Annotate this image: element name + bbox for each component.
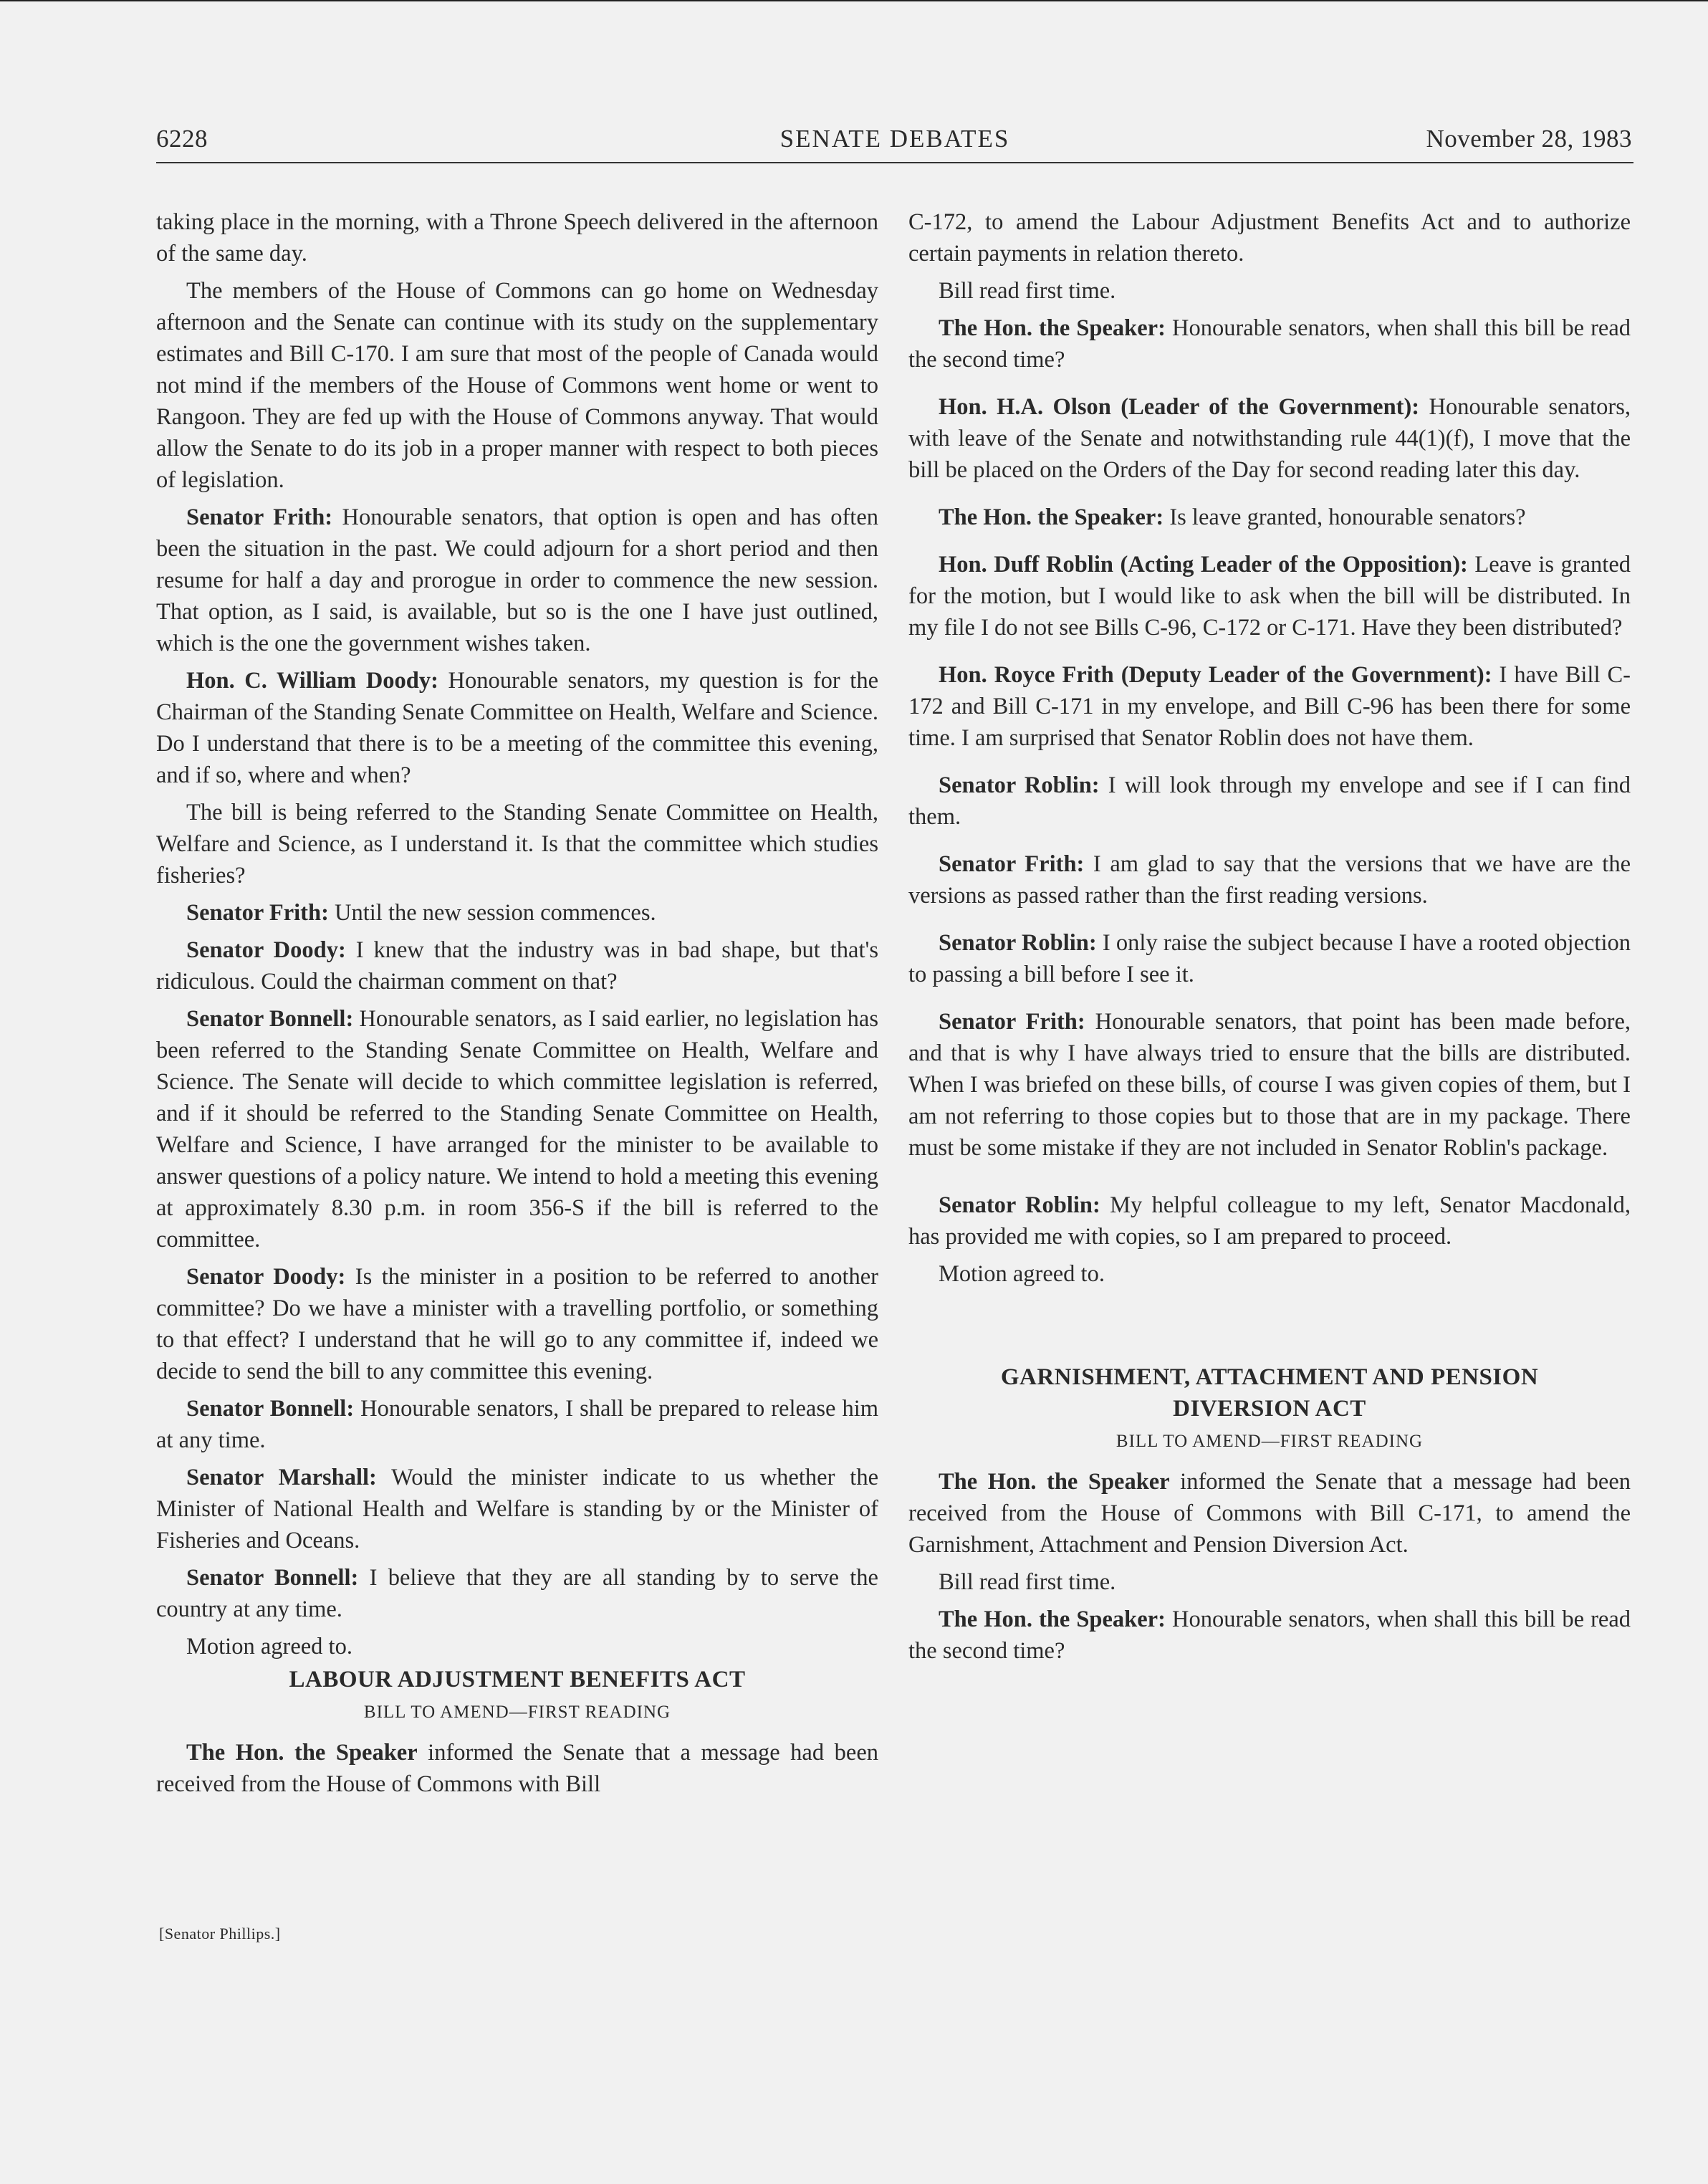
paragraph: taking place in the morning, with a Throne Speech delivered in the afternoon of the same day.	[156, 209, 878, 267]
speech-text: Leave is granted for the motion, but I would like to ask when the bill will be distributed. In my file I do not see Bills C-96, C-172 or C-171. Have they been distributed?	[908, 552, 1631, 641]
speech-text: Honourable senators, I shall be prepared to release him at any time.	[156, 1396, 879, 1453]
speech-text: I believe that they are all standing by to serve the country at any time.	[156, 1565, 878, 1622]
speech-paragraph	[908, 927, 1631, 990]
speech-text: informed the Senate that a message had been received from the House of Commons with Bill C-171, to amend the Garnishment, Attachment and Pension Diversion Act.	[908, 1469, 1631, 1558]
speaker-name: The Hon. the Speaker:	[939, 315, 1166, 341]
speaker-name: The Hon. the Speaker:	[939, 504, 1164, 530]
speech-text: Honourable senators, with leave of the Senate and notwithstanding rule 44(1)(f), I move that the bill be placed on the Orders of the Day for second reading later this day.	[908, 394, 1631, 483]
speech-text: I am glad to say that the versions that we have are the versions as passed rather than the first reading versions.	[908, 851, 1631, 909]
speech-paragraph	[908, 770, 1631, 833]
speech-paragraph	[908, 659, 1631, 754]
section-heading: LABOUR ADJUSTMENT BENEFITS ACT	[289, 1667, 746, 1692]
speaker-name: The Hon. the Speaker	[186, 1740, 418, 1766]
speech-paragraph	[908, 1006, 1631, 1164]
publication-title: SENATE DEBATES	[779, 125, 1010, 153]
speaker-name: Hon. H.A. Olson (Leader of the Government):	[939, 394, 1420, 420]
speaker-name: Senator Frith:	[939, 1009, 1085, 1035]
speaker-name: Hon. C. William Doody:	[186, 668, 438, 694]
speaker-name: Senator Bonnell:	[186, 1006, 354, 1032]
speech-paragraph	[156, 1462, 878, 1556]
speech-paragraph	[156, 1562, 878, 1625]
left-column	[156, 206, 878, 1806]
speech-paragraph	[908, 1604, 1631, 1667]
speaker-name: Senator Frith:	[186, 900, 329, 926]
speech-paragraph	[156, 502, 878, 659]
speech-text: informed the Senate that a message had been received from the House of Commons with Bill	[156, 1740, 878, 1797]
speech-paragraph	[908, 502, 1631, 533]
speaker-name: Senator Roblin:	[939, 772, 1100, 798]
speech-text: Honourable senators, that option is open and has often been the situation in the past. We could adjourn for a short period and then resume for half a day and prorogue in order to commence the new session. That option, as I said, is available, but so is the one I have just outlined, which is the one the government wishes taken.	[156, 504, 879, 656]
speaker-name: The Hon. the Speaker	[939, 1469, 1170, 1495]
speech-text: Honourable senators, as I said earlier, no legislation has been referred to the Standing Senate Committee on Health, Welfare and Science. The Senate will decide to which committee legislation is referred, and if it should be referred to the Standing Senate Committee on Health, Welfare and Science, I have arranged for the minister to be available to answer questions of a policy nature. We intend to hold a meeting this evening at approximately 8.30 p.m. in room 356-S if the bill is referred to the committee.	[156, 1006, 878, 1253]
section-heading-line: DIVERSION ACT	[1173, 1396, 1366, 1422]
speech-paragraph	[908, 391, 1631, 486]
speaker-name: Hon. Royce Frith (Deputy Leader of the Government):	[939, 662, 1492, 688]
speech-paragraph	[908, 312, 1631, 375]
page-footnote: [Senator Phillips.]	[159, 1925, 281, 1943]
speaker-name: Hon. Duff Roblin (Acting Leader of the Opposition):	[939, 552, 1468, 578]
speech-text: Honourable senators, when shall this bill be read the second time?	[908, 315, 1631, 373]
speech-text: Until the new session commences.	[328, 900, 656, 926]
speech-text: Is leave granted, honourable senators?	[1164, 504, 1526, 530]
speaker-name: Senator Roblin:	[939, 1192, 1100, 1218]
speech-text: I have Bill C-172 and Bill C-171 in my envelope, and Bill C-96 has been there for some time. I am surprised that Senator Roblin does not have them.	[908, 662, 1631, 751]
paragraph: The bill is being referred to the Standing Senate Committee on Health, Welfare and Science, as I understand it. Is that the committee which studies fisheries?	[156, 800, 878, 889]
speech-text: Would the minister indicate to us whether the Minister of National Health and Welfare is standing by or the Minister of Fisheries and Oceans.	[156, 1465, 878, 1553]
speech-text: Honourable senators, when shall this bill be read the second time?	[908, 1606, 1631, 1664]
page-number: 6228	[156, 125, 208, 153]
right-column	[908, 206, 1631, 1672]
section-heading	[908, 1361, 1631, 1424]
section-heading-line: GARNISHMENT, ATTACHMENT AND PENSION	[1000, 1364, 1539, 1390]
speaker-name: Senator Bonnell:	[186, 1396, 355, 1422]
page-date: November 28, 1983	[1426, 125, 1632, 153]
speech-paragraph	[908, 549, 1631, 643]
section-subheading: BILL TO AMEND—FIRST READING	[363, 1702, 671, 1722]
speech-paragraph	[908, 1189, 1631, 1253]
speech-text: Honourable senators, my question is for the Chairman of the Standing Senate Committee on Health, Welfare and Science. Do I understand that there is to be a meeting of the committee this evening, and if so, where and when?	[156, 668, 878, 788]
speaker-name: Senator Frith:	[939, 851, 1085, 877]
paragraph: Bill read first time.	[939, 278, 1116, 304]
speech-text: I knew that the industry was in bad shape, but that's ridiculous. Could the chairman comment on that?	[156, 937, 878, 995]
speaker-name: Senator Marshall:	[186, 1465, 377, 1490]
speaker-name: The Hon. the Speaker:	[939, 1606, 1166, 1632]
speech-text: I will look through my envelope and see if I can find them.	[908, 772, 1631, 830]
speaker-name: Senator Roblin:	[939, 930, 1097, 956]
speech-paragraph	[156, 665, 878, 791]
speech-paragraph	[156, 1003, 878, 1255]
paragraph: Motion agreed to.	[939, 1261, 1105, 1287]
speech-paragraph	[156, 1261, 878, 1387]
paragraph: C-172, to amend the Labour Adjustment Benefits Act and to authorize certain payments in relation thereto.	[908, 209, 1631, 267]
speaker-name: Senator Bonnell:	[186, 1565, 359, 1591]
speech-text: My helpful colleague to my left, Senator Macdonald, has provided me with copies, so I am prepared to proceed.	[908, 1192, 1631, 1250]
speaker-name: Senator Doody:	[186, 937, 346, 963]
paragraph: The members of the House of Commons can go home on Wednesday afternoon and the Senate can continue with its study on the supplementary estimates and Bill C-170. I am sure that most of the people of Canada would not mind if the members of the House of Commons went home or went to Rangoon. They are fed up with the House of Commons anyway. That would allow the Senate to do its job in a proper manner with respect to both pieces of legislation.	[156, 278, 878, 493]
paragraph: Motion agreed to.	[186, 1634, 352, 1659]
speech-paragraph	[156, 897, 878, 929]
speech-text: I only raise the subject because I have a rooted objection to passing a bill before I see it.	[908, 930, 1631, 987]
section-subheading: BILL TO AMEND—FIRST READING	[1116, 1432, 1424, 1451]
speech-paragraph	[156, 1737, 878, 1800]
speech-paragraph	[156, 934, 878, 997]
speech-text: Honourable senators, that point has been made before, and that is why I have always tried to ensure that the bills are distributed. When I was briefed on these bills, of course I was given copies of them, but I am not referring to those copies but to those that are in my package. There must be some mistake if they are not included in Senator Roblin's package.	[908, 1009, 1631, 1161]
paragraph: Bill read first time.	[939, 1569, 1116, 1595]
speaker-name: Senator Frith:	[186, 504, 333, 530]
speech-paragraph	[156, 1393, 878, 1456]
speaker-name: Senator Doody:	[186, 1264, 346, 1290]
page-header	[156, 122, 1633, 163]
speech-paragraph	[908, 848, 1631, 911]
speech-text: Is the minister in a position to be referred to another committee? Do we have a minister with a travelling portfolio, or something to that effect? I understand that he will go to any committee if, indeed we decide to send the bill to any committee this evening.	[156, 1264, 878, 1384]
speech-paragraph	[908, 1466, 1631, 1561]
